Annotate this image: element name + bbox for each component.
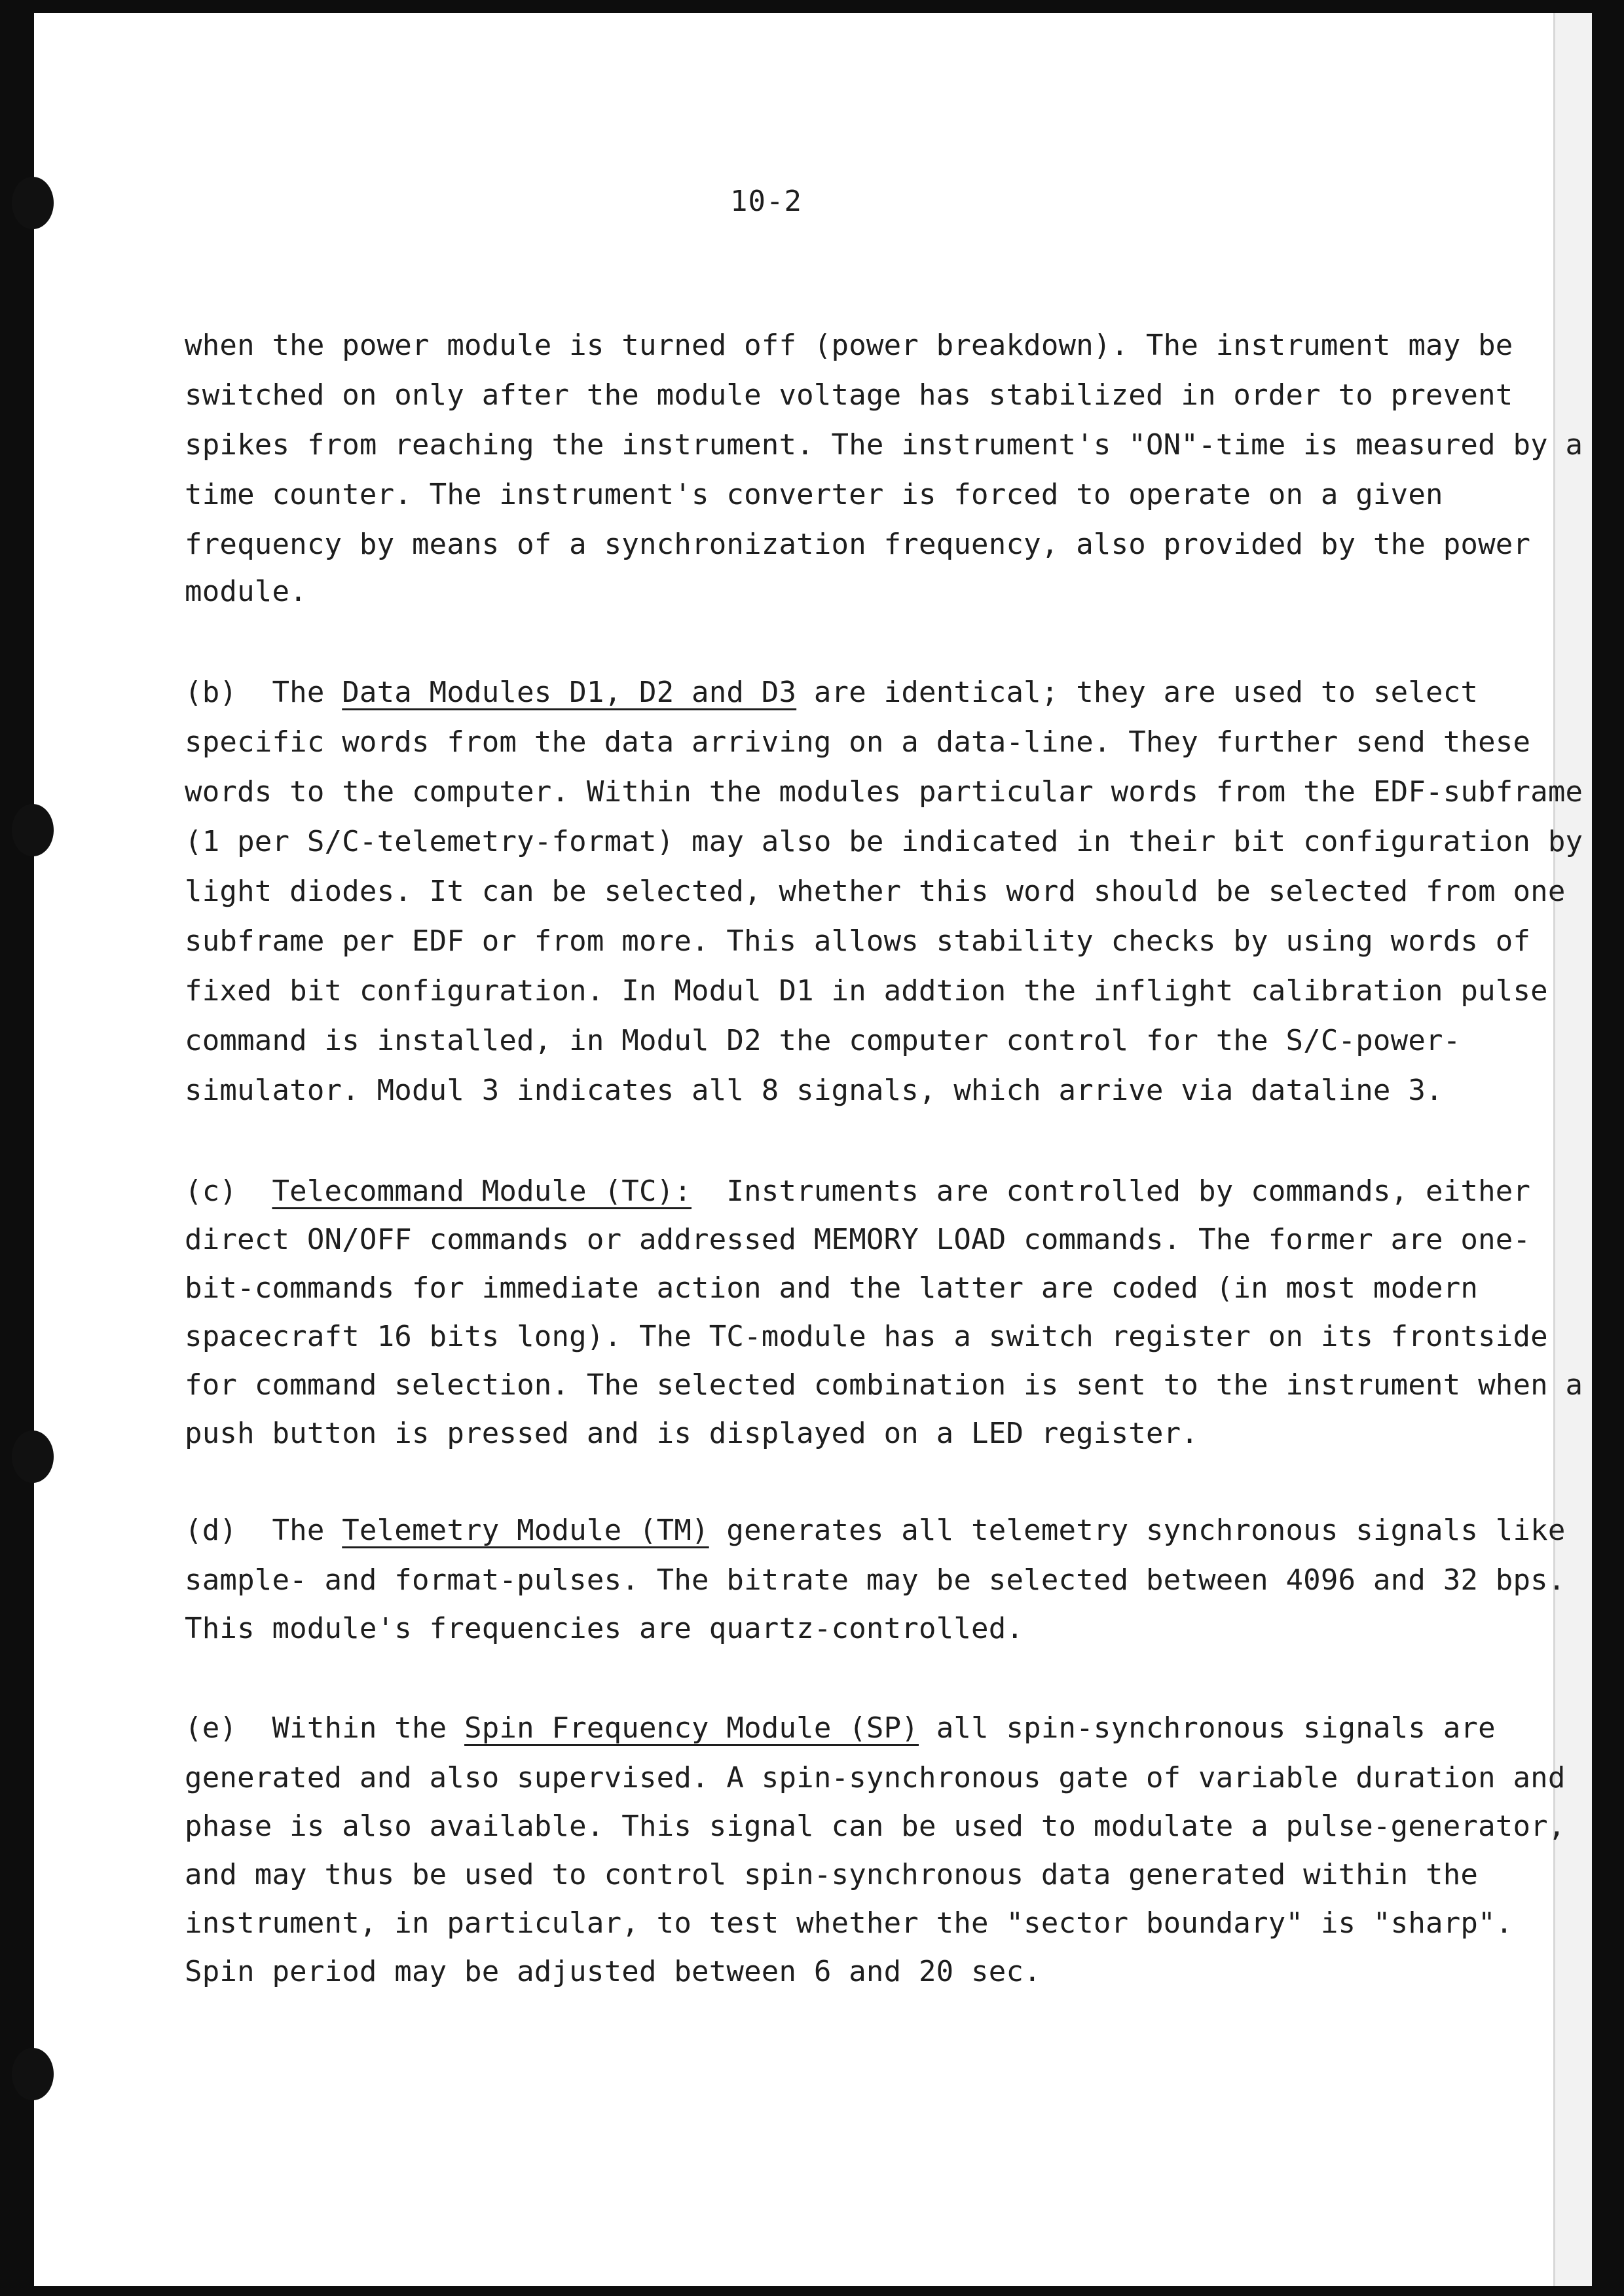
scan-border-left — [0, 0, 34, 2296]
page-number: 10-2 — [730, 185, 802, 218]
paragraph-a-line: when the power module is turned off (power breakdown). The instrument may be — [185, 329, 1513, 362]
paragraph-c-line: push button is pressed and is displayed on a LED register. — [185, 1417, 1199, 1450]
paragraph-c-line: spacecraft 16 bits long). The TC-module has a switch register on its frontside — [185, 1320, 1548, 1353]
paragraph-c-line: bit-commands for immediate action and the latter are coded (in most modern — [185, 1271, 1479, 1305]
punch-hole-2 — [12, 804, 54, 856]
paragraph-d-first-line — [185, 1512, 1566, 1549]
paragraph-b-line: subframe per EDF or from more. This allows stability checks by using words of — [185, 924, 1531, 958]
scan-border-right — [1590, 0, 1624, 2296]
paragraph-d-first-line-rest: generates all telemetry synchronous signals like — [709, 1514, 1566, 1547]
paragraph-c-line: direct ON/OFF commands or addressed MEMORY LOAD commands. The former are one- — [185, 1223, 1531, 1256]
paragraph-e-line: generated and also supervised. A spin-synchronous gate of variable duration and — [185, 1761, 1566, 1795]
paragraph-b-line: simulator. Modul 3 indicates all 8 signals, which arrive via dataline 3. — [185, 1074, 1443, 1107]
paragraph-b-line: words to the computer. Within the modules particular words from the EDF-subframe — [185, 775, 1583, 809]
paragraph-e-line: phase is also available. This signal can be used to modulate a pulse-generator, — [185, 1810, 1566, 1843]
paragraph-b-line: (1 per S/C-telemetry-format) may also be indicated in their bit configuration by — [185, 825, 1583, 858]
paragraph-b-line: specific words from the data arriving on a data-line. They further send these — [185, 725, 1531, 759]
paragraph-a-line: spikes from reaching the instrument. The instrument's "ON"-time is measured by a — [185, 428, 1583, 462]
paragraph-d-line: sample- and format-pulses. The bitrate may be selected between 4096 and 32 bps. — [185, 1563, 1566, 1597]
punch-hole-4 — [12, 2048, 54, 2100]
paragraph-e-heading: Spin Frequency Module (SP) — [464, 1711, 919, 1745]
scan-border-bottom — [0, 2286, 1624, 2296]
paragraph-b-line: command is installed, in Modul D2 the computer control for the S/C-power- — [185, 1024, 1461, 1057]
paragraph-c-first-line-rest: Instruments are controlled by commands, either — [692, 1175, 1531, 1208]
scan-border-top — [0, 0, 1624, 13]
paragraph-e-line: instrument, in particular, to test whether the "sector boundary" is "sharp". — [185, 1906, 1513, 1940]
paragraph-e-first-line — [185, 1710, 1496, 1747]
paragraph-d-heading: Telemetry Module (TM) — [342, 1514, 709, 1547]
paragraph-c-first-line — [185, 1173, 1530, 1210]
paragraph-d-marker: (d) The — [185, 1514, 342, 1547]
paragraph-b-marker: (b) The — [185, 676, 342, 709]
paragraph-e-marker: (e) Within the — [185, 1711, 465, 1745]
paragraph-b-first-line — [185, 674, 1478, 711]
paragraph-e-first-line-rest: all spin-synchronous signals are — [919, 1711, 1496, 1745]
paragraph-b-heading: Data Modules D1, D2 and D3 — [342, 676, 797, 709]
paragraph-e-line: and may thus be used to control spin-synchronous data generated within the — [185, 1858, 1479, 1891]
paragraph-d-line: This module's frequencies are quartz-controlled. — [185, 1612, 1024, 1645]
paragraph-e-line: Spin period may be adjusted between 6 and 20 sec. — [185, 1955, 1041, 1988]
punch-hole-3 — [12, 1430, 54, 1483]
paragraph-a-line: switched on only after the module voltage has stabilized in order to prevent — [185, 378, 1513, 412]
paragraph-c-line: for command selection. The selected combination is sent to the instrument when a — [185, 1368, 1583, 1402]
paragraph-a-line: time counter. The instrument's converter is forced to operate on a given — [185, 478, 1443, 511]
paragraph-b-first-line-rest: are identical; they are used to select — [796, 676, 1479, 709]
paragraph-b-line: fixed bit configuration. In Modul D1 in addtion the inflight calibration pulse — [185, 974, 1548, 1008]
paragraph-c-heading: Telecommand Module (TC): — [272, 1175, 692, 1208]
paragraph-a-line: module. — [185, 575, 307, 608]
paragraph-b-line: light diodes. It can be selected, whether this word should be selected from one — [185, 875, 1566, 908]
paragraph-c-marker: (c) — [185, 1175, 272, 1208]
page-edge-shadow — [1553, 13, 1592, 2286]
paragraph-a-line: frequency by means of a synchronization frequency, also provided by the power — [185, 528, 1531, 561]
